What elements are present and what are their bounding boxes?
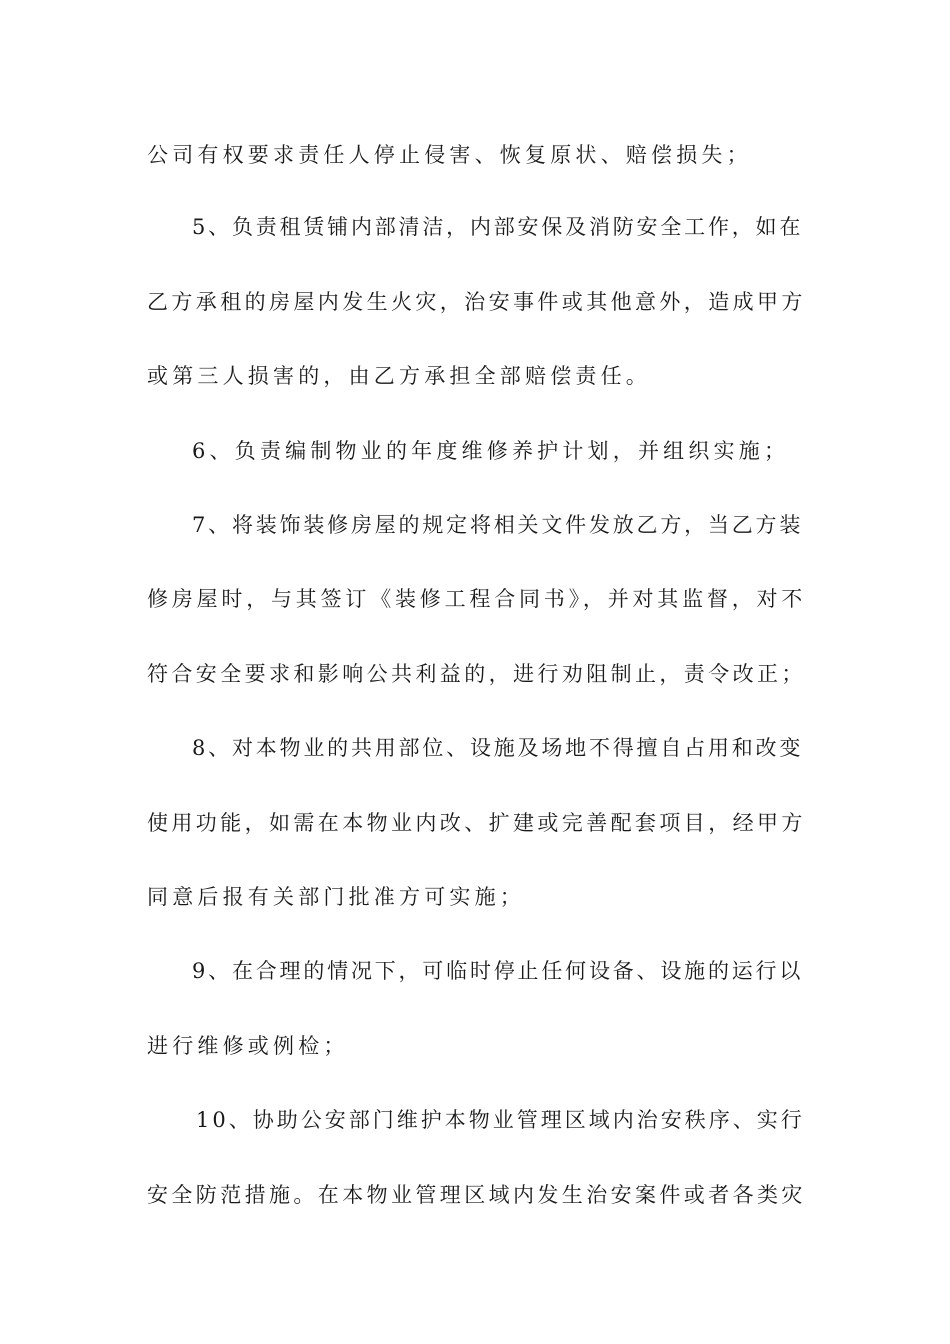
text-line: 使用功能，如需在本物业内改、扩建或完善配套项目，经甲方: [147, 811, 806, 835]
text-line: 乙方承租的房屋内发生火灾，治安事件或其他意外，造成甲方: [147, 290, 806, 314]
paragraph-item-5: 5、负责租赁铺内部清洁，内部安保及消防安全工作，如在: [192, 215, 804, 239]
text-line: 公司有权要求责任人停止侵害、恢复原状、赔偿损失；: [147, 143, 752, 167]
text-line: 修房屋时，与其签订《装修工程合同书》，并对其监督，对不: [147, 587, 807, 611]
text-line: 同意后报有关部门批准方可实施；: [147, 885, 525, 909]
paragraph-item-9: 9、在合理的情况下，可临时停止任何设备、设施的运行以: [192, 959, 804, 983]
paragraph-item-7: 7、将装饰装修房屋的规定将相关文件发放乙方，当乙方装: [192, 513, 804, 537]
text-line: 进行维修或例检；: [147, 1034, 349, 1058]
text-line: 符合安全要求和影响公共利益的，进行劝阻制止，责令改正；: [147, 662, 806, 686]
paragraph-item-8: 8、对本物业的共用部位、设施及场地不得擅自占用和改变: [192, 736, 804, 760]
paragraph-item-6: 6、负责编制物业的年度维修养护计划，并组织实施；: [192, 439, 790, 463]
text-line: 安全防范措施。在本物业管理区域内发生治安案件或者各类灾: [147, 1183, 806, 1207]
text-line: 或第三人损害的，由乙方承担全部赔偿责任。: [147, 364, 651, 388]
paragraph-item-10: 10、协助公安部门维护本物业管理区域内治安秩序、实行: [196, 1108, 805, 1132]
